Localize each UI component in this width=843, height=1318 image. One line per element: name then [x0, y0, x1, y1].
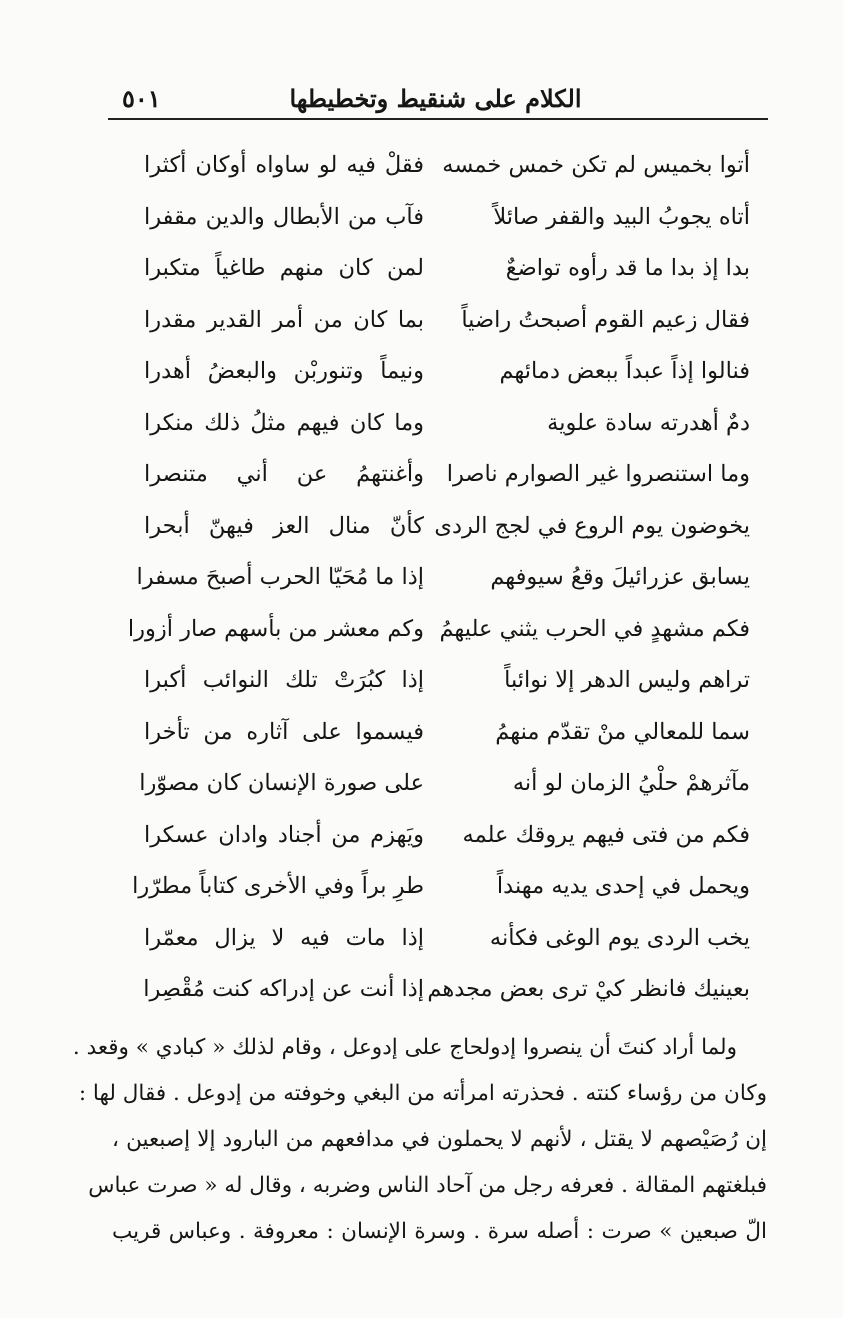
verse [130, 810, 750, 862]
verse [130, 398, 750, 450]
prose-paragraph [72, 1028, 767, 1258]
verse [130, 295, 750, 347]
verse-second-hemistich: بما كان من أمر القدير مقدرا [144, 306, 424, 333]
page-header [108, 84, 763, 120]
verse-second-hemistich: وما كان فيهم مثلُ ذلك منكرا [144, 409, 424, 436]
prose-line: الّ صبعين » صرت : أصله سرة . وسرة الإنسان : معروفة . وعباس قريب [112, 1219, 767, 1244]
verse [130, 964, 750, 1016]
verse-second-hemistich: على صورة الإنسان كان مصوّرا [139, 770, 424, 796]
verse-first-hemistich: وما استنصروا غير الصوارم ناصرا [446, 461, 750, 487]
verse-first-hemistich: فكم من فتى فيهم يروقك علمه [462, 821, 750, 848]
verse-first-hemistich: فنالوا إذاً عبداً ببعض دمائهم [499, 358, 750, 384]
verse [130, 192, 750, 244]
verse-first-hemistich: ويحمل في إحدى يديه مهنداً [496, 873, 750, 899]
verse-first-hemistich: تراهم وليس الدهر إلا نوائباً [504, 667, 750, 693]
verse-second-hemistich: إذا مات فيه لا يزال معمّرا [144, 924, 424, 951]
verse-second-hemistich: إذا أنت عن إدراكه كنت مُقْصِرا [143, 976, 424, 1002]
verse-first-hemistich: يسابق عزرائيلَ وقعُ سيوفهم [490, 564, 750, 590]
verse [130, 655, 750, 707]
running-title: الكلام على شنقيط وتخطيطها [289, 84, 582, 113]
verse [130, 758, 750, 810]
verse-second-hemistich: طرِ براً وفي الأخرى كتاباً مطرّرا [132, 873, 424, 899]
verse-second-hemistich: وأغنتهمُ عن أني متنصرا [144, 461, 424, 487]
verse [130, 861, 750, 913]
verse [130, 140, 750, 192]
verse [127, 604, 750, 656]
verse-first-hemistich: بدا إذ بدا ما قد رأوه تواضعٌ [505, 255, 750, 281]
verse-first-hemistich: يخوضون يوم الروع في لجج الردى [434, 512, 750, 539]
verse [130, 501, 750, 553]
verse [130, 346, 750, 398]
verse-second-hemistich: ونيماً وتنوربْن والبعضُ أهدرا [144, 358, 424, 384]
verse-second-hemistich: لمن كان منهم طاغياً متكبرا [144, 255, 424, 281]
verse-second-hemistich: إذا كبُرَتْ تلك النوائب أكبرا [144, 667, 424, 693]
verse-first-hemistich: أتوا بخميس لم تكن خمس خمسه [442, 152, 750, 178]
prose-line: ولما أراد كنتَ أن ينصروا إدولحاج على إدوعل ، وقام لذلك « كبادي » وقعد . [72, 1035, 737, 1060]
verse-first-hemistich: يخب الردى يوم الوغى فكأنه [489, 924, 750, 951]
prose-line: وكان من رؤساء كنته . فحذرته امرأته من البغي وخوفته من إدوعل . فقال لها : [78, 1081, 767, 1106]
verse-second-hemistich: فقلْ فيه لو ساواه أوكان أكثرا [144, 152, 424, 178]
verse-second-hemistich: وكم معشر من بأسهم صار أزورا [127, 615, 424, 642]
poem [127, 140, 750, 1016]
verse [130, 913, 750, 965]
verse-second-hemistich: إذا ما مُحَيّا الحرب أصبحَ مسفرا [136, 564, 424, 590]
verse [130, 552, 750, 604]
verse [130, 707, 750, 759]
verse-first-hemistich: بعينيك فانظر كيْ ترى بعض مجدهم [427, 976, 750, 1002]
prose-line: فبلغتهم المقالة . فعرفه رجل من آحاد الناس وضربه ، وقال له « صرت عباس [88, 1173, 767, 1198]
header-rule [108, 118, 768, 120]
prose-line: إن رُصَيْصهم لا يقتل ، لأنهم لا يحملون في مدافعهم من البارود إلا إصبعين ، [112, 1127, 767, 1152]
verse-second-hemistich: فآب من الأبطال والدين مقفرا [144, 203, 424, 230]
verse-second-hemistich: فيسموا على آثاره من تأخرا [144, 718, 424, 745]
verse-first-hemistich: أتاه يجوبُ البيد والقفر صائلاً [493, 203, 750, 230]
verse-first-hemistich: سما للمعالي منْ تقدّم منهمُ [495, 718, 750, 745]
verse-first-hemistich: فكم مشهدٍ في الحرب يثني عليهمُ [439, 615, 750, 642]
verse [130, 449, 750, 501]
page-number: ٥٠١ [122, 84, 161, 113]
verse-first-hemistich: دمٌ أهدرته سادة علوية [547, 409, 750, 436]
verse-second-hemistich: كأنّ منال العز فيهنّ أبحرا [144, 512, 424, 539]
verse-first-hemistich: فقال زعيم القوم أصبحتُ راضياً [461, 306, 750, 333]
verse-first-hemistich: مآثرهمْ حلْيُ الزمان لو أنه [512, 770, 750, 796]
verse-second-hemistich: ويَهزم من أجناد وادان عسكرا [144, 821, 424, 848]
verse [130, 243, 750, 295]
